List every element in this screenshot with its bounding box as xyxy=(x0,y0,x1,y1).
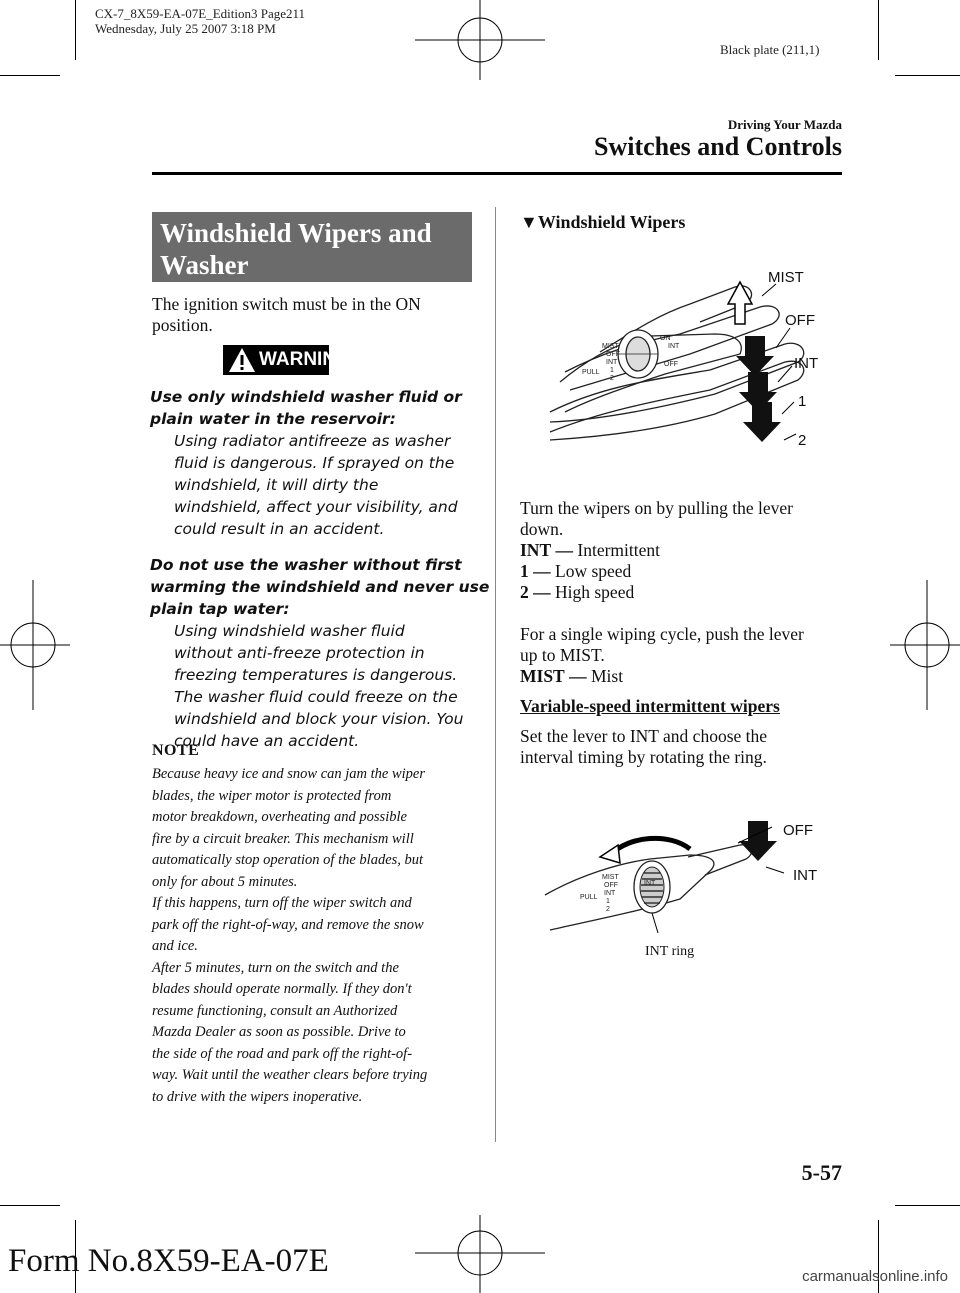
lever-mark: PULL xyxy=(580,894,598,901)
fig-label-speed1: 1 xyxy=(798,393,807,410)
lever-mark: MIST xyxy=(602,874,619,881)
fig-label-speed2: 2 xyxy=(798,432,807,449)
mode-desc: Intermittent xyxy=(577,540,660,560)
fig-label-mist: MIST xyxy=(768,269,804,286)
topic-title-line: Washer xyxy=(160,250,249,280)
note-line: Because heavy ice and snow can jam the wiper xyxy=(152,766,426,782)
lever-mark: 2 xyxy=(606,906,610,913)
fig2-label-int: INT xyxy=(793,867,818,884)
crop-mark xyxy=(895,75,960,76)
mode-item xyxy=(520,561,804,582)
warning-badge: WARNING xyxy=(223,345,329,375)
mode-desc: High speed xyxy=(555,582,635,602)
print-header-date: Wednesday, July 25 2007 3:18 PM xyxy=(95,21,276,36)
lever-mark: OFF xyxy=(604,882,618,889)
variable-speed-heading: Variable-speed intermittent wipers xyxy=(520,696,780,716)
fig2-label-int-ring: INT ring xyxy=(645,944,695,959)
crop-mark xyxy=(0,75,60,76)
crop-mark xyxy=(895,1205,960,1206)
instruction-line: Turn the wipers on by pulling the lever xyxy=(520,498,794,518)
warning-line: warming the windshield and never use xyxy=(150,578,490,596)
column-divider xyxy=(495,207,496,1142)
topic-title xyxy=(152,212,472,282)
mode-key: 1 xyxy=(520,561,529,581)
crop-mark xyxy=(0,1205,60,1206)
note-line: to drive with the wipers inoperative. xyxy=(152,1088,363,1105)
mode-desc: Mist xyxy=(590,666,624,686)
registration-mark-left xyxy=(0,580,70,710)
mode-key: MIST xyxy=(520,666,565,686)
warning-detail: freezing temperatures is dangerous. xyxy=(174,666,458,684)
note-line: blades, the wiper motor is protected from xyxy=(152,787,392,804)
intro-line: position. xyxy=(152,315,213,335)
page-number: 5-57 xyxy=(801,1160,842,1185)
note-line: automatically stop operation of the blades, but xyxy=(152,852,424,868)
note-line: park off the right-of-way, and remove the snow xyxy=(152,916,424,933)
lever-mark: ON xyxy=(660,335,671,342)
rotate-arrowhead-icon xyxy=(600,845,620,863)
instruction-line: up to MIST. xyxy=(520,645,605,665)
lever-mark: 1 xyxy=(606,898,610,905)
instruction-line: For a single wiping cycle, push the lever xyxy=(520,624,804,644)
note-text xyxy=(152,764,482,1108)
off-arrow-icon xyxy=(736,336,774,376)
warning-detail: fluid is dangerous. If sprayed on the xyxy=(174,454,455,472)
warning-text xyxy=(150,386,490,752)
lever-mark: PULL xyxy=(582,369,600,376)
plate-info: Black plate (211,1) xyxy=(720,42,820,57)
note-line: and ice. xyxy=(152,938,198,954)
print-header-file: CX-7_8X59-EA-07E_Edition3 Page211 xyxy=(95,6,306,21)
wiper-instructions xyxy=(520,498,804,687)
mode-dash: — xyxy=(533,582,551,602)
warning-detail: The washer fluid could freeze on the xyxy=(174,688,458,706)
mode-key: INT xyxy=(520,540,552,560)
header-rule xyxy=(152,172,842,175)
warning-detail: Using windshield washer fluid xyxy=(174,622,405,640)
warning-line: Do not use the washer without first xyxy=(150,556,462,574)
instruction-line: interval timing by rotating the ring. xyxy=(520,747,767,767)
note-line: only for about 5 minutes. xyxy=(152,873,298,890)
lever-mark: OFF xyxy=(664,361,678,368)
instruction-line: down. xyxy=(520,519,564,539)
registration-mark-bottom xyxy=(415,1215,545,1293)
mode-key: 2 xyxy=(520,582,529,602)
crop-mark xyxy=(75,0,76,60)
lever-mark: INT xyxy=(668,343,680,350)
fig-label-off: OFF xyxy=(785,312,815,329)
mode-dash: — xyxy=(555,540,573,560)
warning-icon xyxy=(228,347,256,373)
speed1-arrow-icon xyxy=(743,402,781,442)
mode-dash: — xyxy=(533,561,551,581)
fig2-label-off: OFF xyxy=(783,822,813,839)
mode-desc: Low speed xyxy=(555,561,632,581)
warning-line: plain water in the reservoir: xyxy=(150,410,396,428)
note-line: the side of the road and park off the right-of- xyxy=(152,1045,413,1062)
warning-line: Use only windshield washer fluid or xyxy=(150,388,462,406)
mode-item xyxy=(520,540,804,561)
note-line: fire by a circuit breaker. This mechanism will xyxy=(152,830,414,847)
print-header xyxy=(95,6,305,36)
rotate-arrow-icon xyxy=(610,838,690,855)
sub-heading-windshield-wipers xyxy=(520,212,685,233)
triangle-bullet-icon: ▼ xyxy=(520,212,538,232)
section-title: Switches and Controls xyxy=(593,132,842,161)
topic-title-line: Windshield Wipers and xyxy=(160,218,432,248)
lever-mark: MIST xyxy=(602,343,619,350)
sub-heading-text: Windshield Wipers xyxy=(537,212,686,232)
mode-item xyxy=(520,666,804,687)
note-line: After 5 minutes, turn on the switch and the xyxy=(152,959,399,976)
lever-mark: INT xyxy=(604,890,616,897)
note-line: Mazda Dealer as soon as possible. Drive to xyxy=(152,1024,406,1040)
note-line: If this happens, turn off the wiper switch and xyxy=(152,895,412,911)
note-label: NOTE xyxy=(152,742,200,759)
warning-detail: could have an accident. xyxy=(174,732,360,750)
warning-detail: could result in an accident. xyxy=(174,520,385,538)
intro-text xyxy=(152,294,421,336)
note-line: blades should operate normally. If they don't xyxy=(152,981,412,997)
ring-instructions xyxy=(520,726,767,768)
registration-mark-right xyxy=(890,580,960,710)
form-number: Form No.8X59-EA-07E xyxy=(8,1243,329,1279)
registration-mark-top xyxy=(415,0,545,80)
lever-mark: 1 xyxy=(610,367,614,374)
warning-detail: without anti-freeze protection in xyxy=(174,644,425,662)
warning-detail: windshield and block your vision. You xyxy=(174,710,464,728)
crop-mark xyxy=(878,0,879,60)
warning-detail: windshield, affect your visibility, and xyxy=(174,498,458,516)
instruction-line: Set the lever to INT and choose the xyxy=(520,726,768,746)
note-line: way. Wait until the weather clears before trying xyxy=(152,1067,428,1083)
mode-item xyxy=(520,582,804,603)
section-subtitle: Driving Your Mazda xyxy=(727,117,842,132)
watermark: carmanualsonline.info xyxy=(802,1268,948,1285)
warning-line: plain tap water: xyxy=(150,600,290,618)
note-line: motor breakdown, overheating and possible xyxy=(152,809,407,825)
warning-detail: windshield, it will dirty the xyxy=(174,476,379,494)
mode-dash: — xyxy=(569,666,587,686)
lever-mark: INT xyxy=(644,880,656,887)
lever-mark: INT xyxy=(606,359,618,366)
lever-mark: 2 xyxy=(610,375,614,382)
warning-detail: Using radiator antifreeze as washer xyxy=(174,432,451,450)
lever-mark: OFF xyxy=(606,351,620,358)
fig-label-int: INT xyxy=(794,355,819,372)
intro-line: The ignition switch must be in the ON xyxy=(152,294,421,314)
note-line: resume functioning, consult an Authorized xyxy=(152,1002,398,1019)
